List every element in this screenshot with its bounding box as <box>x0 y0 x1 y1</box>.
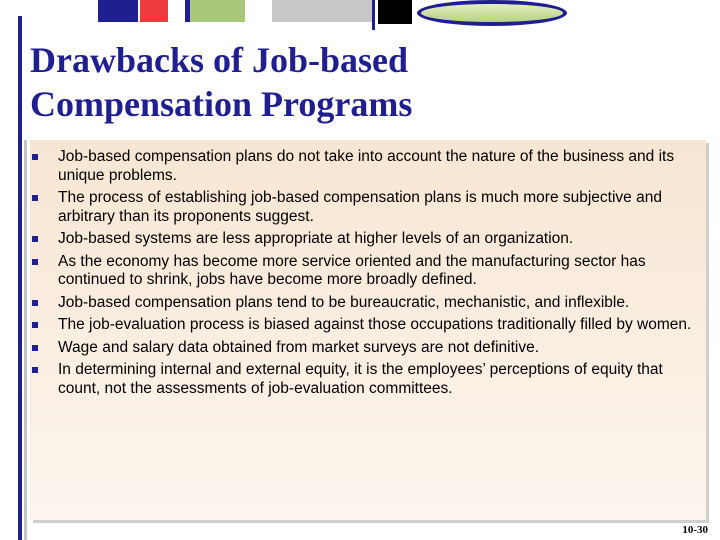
decor-square-red <box>140 0 168 22</box>
bullet-item <box>30 253 698 290</box>
bullet-square-icon <box>32 300 38 306</box>
bullet-text: Job-based systems are less appropriate at higher levels of an organization. <box>58 230 574 247</box>
decor-square-black <box>378 0 412 24</box>
bullet-item <box>30 189 698 226</box>
bullet-square-icon <box>32 367 38 373</box>
bullet-square-icon <box>32 322 38 328</box>
bullet-item <box>30 148 698 185</box>
bullet-item <box>30 294 698 313</box>
decor-oval <box>417 0 567 26</box>
bullet-item <box>30 339 698 358</box>
bullet-text: The process of establishing job-based compensation plans is much more subjective and arbitrary than its proponents suggest. <box>58 189 662 225</box>
page-number: 10-30 <box>682 524 708 536</box>
left-rule-shadow <box>24 140 27 540</box>
decor-vertical-line <box>372 0 375 30</box>
bullet-text: The job-evaluation process is biased against those occupations traditionally filled by women. <box>58 316 692 333</box>
slide-title <box>30 38 670 126</box>
bullet-text: Wage and salary data obtained from market surveys are not definitive. <box>58 338 540 356</box>
left-rule <box>18 16 22 540</box>
bullet-text: Job-based compensation plans tend to be bureaucratic, mechanistic, and inflexible. <box>58 293 630 311</box>
bullet-square-icon <box>32 236 38 242</box>
title-line-1: Drawbacks of Job-based <box>30 40 409 80</box>
bullet-item <box>30 361 698 398</box>
bullet-square-icon <box>32 259 38 265</box>
bullet-square-icon <box>32 345 38 351</box>
bullet-text: Job-based compensation plans do not take into account the nature of the business and its unique problems. <box>58 148 675 184</box>
bullet-square-icon <box>32 195 38 201</box>
bullet-list <box>30 148 698 402</box>
bullet-square-icon <box>32 154 38 160</box>
decor-square-gray <box>272 0 372 22</box>
decor-square-blue <box>98 0 138 22</box>
decor-square-green <box>190 0 245 22</box>
bullet-item <box>30 316 698 335</box>
bullet-item <box>30 230 698 249</box>
bullet-text: In determining internal and external equity, it is the employees’ perceptions of equity that count, not the assessments of job-evaluation committees. <box>58 361 663 397</box>
title-line-2: Compensation Programs <box>30 84 413 124</box>
bullet-text: As the economy has become more service oriented and the manufacturing sector has continued to shrink, jobs have become more broadly defined. <box>58 252 646 288</box>
